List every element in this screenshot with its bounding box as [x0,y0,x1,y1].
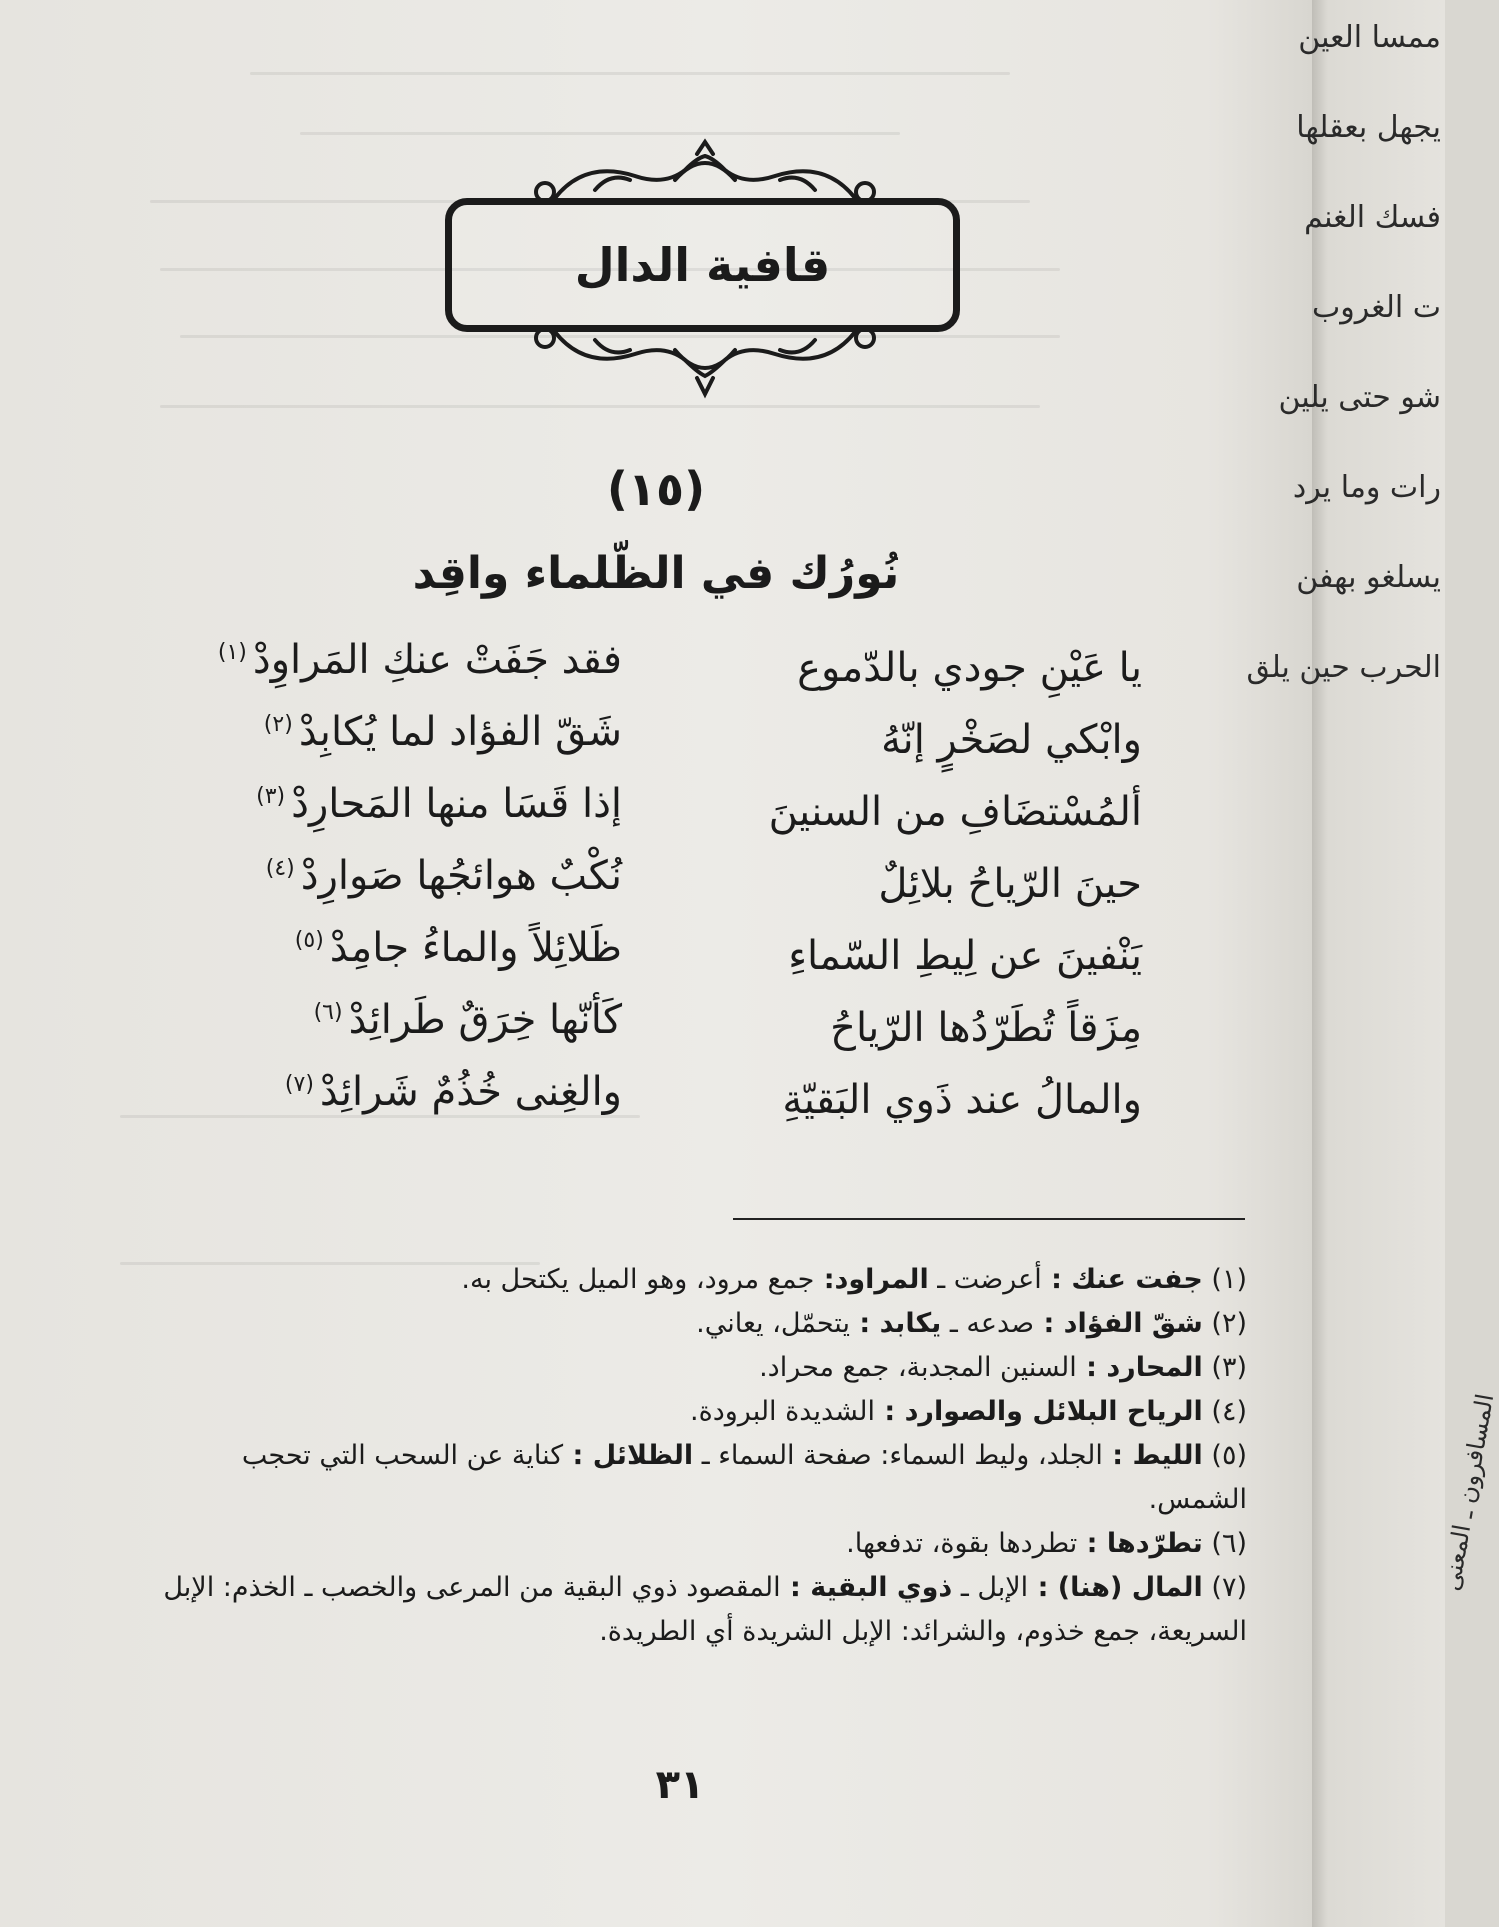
footnote-reference: (٢) [263,711,293,737]
footnote-line [57,1440,1247,1471]
footnote-term2: يكابد : [849,1308,942,1339]
verse-second-hemistich [62,925,622,971]
verse-text: فقد جَفَتْ عنكِ المَراوِدْ [252,637,622,683]
verse-second-hemistich [62,1069,622,1115]
footnote-divider [733,1218,1245,1220]
footnote-num: (٥) [1202,1440,1247,1471]
footnote-text: تطردها بقوة، تدفعها. [846,1528,1078,1559]
adjacent-page-text: رات وما يرد [1292,470,1441,505]
footnote-term: الليط : [1102,1440,1203,1471]
footnote-text: الشمس. [1148,1484,1247,1515]
verse-second-hemistich [62,997,622,1043]
footnote-line [57,1396,1247,1427]
footnote-reference: (١) [217,639,247,665]
adjacent-page-text: فسك الغنم [1304,200,1441,235]
verse-second-hemistich [62,853,622,899]
footnote-line [57,1528,1247,1559]
poem-title: نُورُك في الظّلماء واقِد [412,548,900,599]
verse-second-hemistich [62,709,622,755]
footnote-text2: كناية عن السحب التي تحجب [241,1440,564,1471]
footnote-num: (٤) [1202,1396,1247,1427]
footnote-term2: ذوي البقية : [780,1572,953,1603]
footnote-num: (٦) [1202,1528,1247,1559]
footnote-line [57,1484,1247,1515]
verse-first-hemistich: والمالُ عند ذَوي البَقيّةِ [782,1077,1142,1123]
verse-text: والغِنى خُذُمٌ شَرائِدْ [319,1069,622,1115]
footnote-term: الرياح البلائل والصوارد : [874,1396,1203,1427]
adjacent-page-text: الحرب حين يلق [1246,650,1441,685]
footnote-num: (٧) [1202,1572,1247,1603]
verse-text: نُكْبٌ هوائجُها صَوارِدْ [300,853,622,899]
adjacent-page-edge [1246,0,1499,1927]
footnote-text: السنين المجدبة، جمع محراد. [759,1352,1077,1383]
footnote-term: المال (هنا) : [1028,1572,1203,1603]
verse-first-hemistich: يَنْفينَ عن لِيطِ السّماءِ [788,933,1142,979]
footnote-line [57,1308,1247,1339]
footnote-text: الإبل ـ [952,1572,1029,1603]
footnote-line [57,1572,1247,1603]
verse-text: شَقّ الفؤاد لما يُكابِدْ [298,709,622,755]
footnote-reference: (٥) [294,927,324,953]
verse-first-hemistich: حينَ الرّياحُ بلائِلٌ [878,861,1142,907]
footnote-term2: المراود: [814,1264,929,1295]
footnote-text: صدعه ـ [941,1308,1035,1339]
verse-text: ظَلائِلاً والماءُ جامِدْ [329,925,622,971]
verse-first-hemistich: وابْكي لصَخْرٍ إنّهُ [881,717,1142,763]
verse-text: إذا قَسَا منها المَحارِدْ [291,781,622,827]
title-box [445,198,960,332]
footnote-reference: (٤) [265,855,295,881]
footnote-line [57,1616,1247,1647]
footnote-line [57,1264,1247,1295]
adjacent-page-text: يسلغو بهفن [1296,560,1441,595]
footnote-term: المحارد : [1076,1352,1203,1383]
footnote-text: الشديدة البرودة. [690,1396,875,1427]
verse-text: كَأنّها خِرَقٌ طَرائِدْ [348,997,622,1043]
footnote-reference: (٦) [313,999,343,1025]
footnote-term: شقّ الفؤاد : [1034,1308,1203,1339]
footnote-text: السريعة، جمع خذوم، والشرائد: الإبل الشريدة أي الطريدة. [599,1616,1247,1647]
footnote-text: الجلد، وليط السماء: صفحة السماء ـ [693,1440,1103,1471]
footnote-num: (١) [1202,1264,1247,1295]
footnote-text2: جمع مرود، وهو الميل يكتحل به. [461,1264,815,1295]
verse-second-hemistich [62,781,622,827]
adjacent-page-text: يجهل بعقلها [1296,110,1441,145]
verse-second-hemistich [62,637,622,683]
footnote-term2: الظلائل : [563,1440,694,1471]
footnote-num: (٢) [1202,1308,1247,1339]
footnote-line [57,1352,1247,1383]
footnote-text2: المقصود ذوي البقية من المرعى والخصب ـ الخذم: الإبل [163,1572,781,1603]
title-ornament-frame [435,150,975,410]
footnote-reference: (٧) [284,1071,314,1097]
verse-first-hemistich: مِزَقاً تُطَرّدُها الرّياحُ [830,1005,1142,1051]
poem-number: (١٥) [606,462,706,516]
adjacent-page-text: ممسا العين [1298,20,1441,55]
footnote-text: أعرضت ـ [928,1264,1042,1295]
adjacent-page-text: شو حتى يلين [1278,380,1441,415]
footnote-text2: يتحمّل، يعاني. [696,1308,850,1339]
adjacent-page-text: ت الغروب [1311,290,1441,325]
footnote-num: (٣) [1202,1352,1247,1383]
verse-first-hemistich: يا عَيْنِ جودي بالدّموع [797,645,1142,691]
footnote-term: جفت عنك : [1041,1264,1203,1295]
verse-first-hemistich: ألمُسْتضَافِ من السنينَ [768,789,1142,835]
adjacent-page-text: المسافرون ـ المعنى [1436,1391,1499,1593]
section-title: قافية الدال [574,238,831,292]
footnote-term: تطرّدها : [1077,1528,1203,1559]
page-number: ٣١ [655,1762,705,1808]
footnote-reference: (٣) [256,783,286,809]
